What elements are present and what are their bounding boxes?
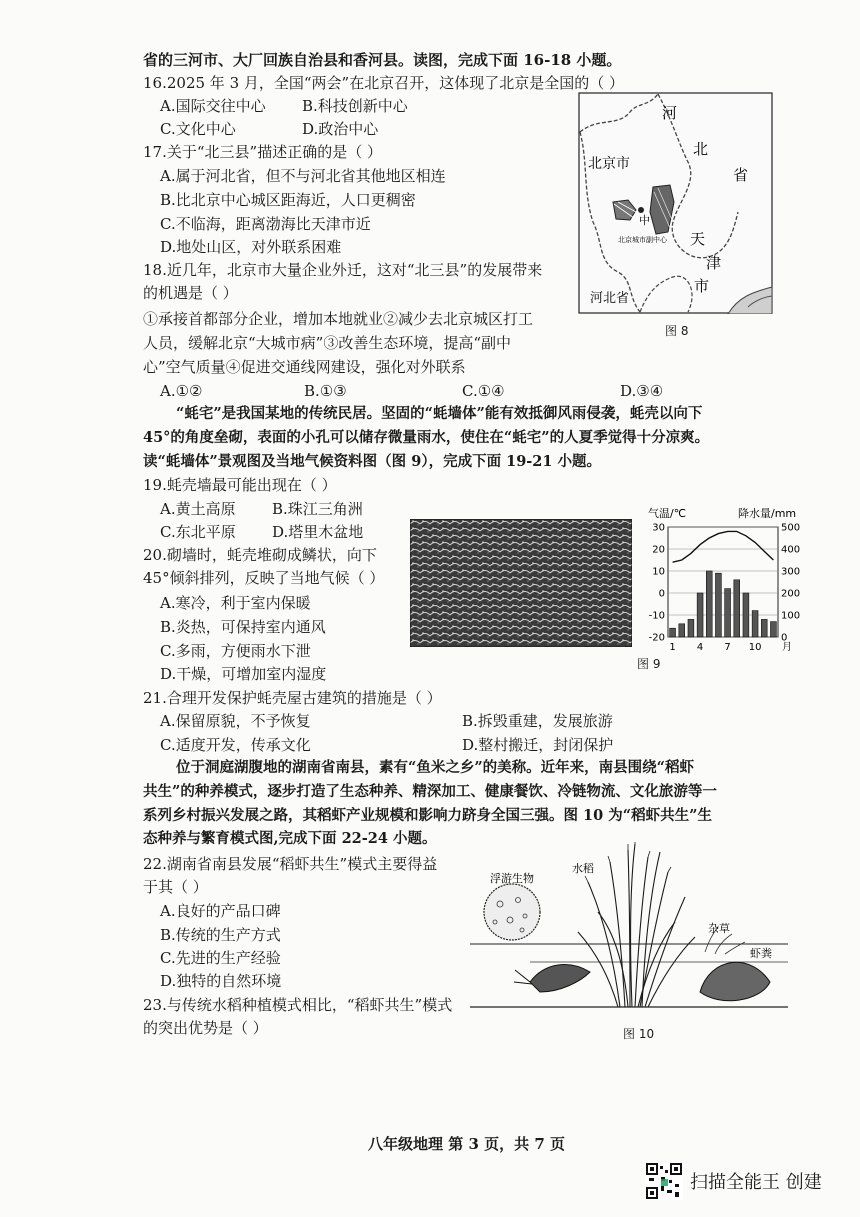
q21-option-d: D.整村搬迁，封闭保护 <box>462 736 614 754</box>
map-label-sheng: 省 <box>733 166 749 184</box>
q17-option-c: C.不临海，距离渤海比天津市近 <box>160 215 371 233</box>
q16-stem: 16.2025 年 3 月，全国“两会”在北京召开，这体现了北京是全国的（ ） <box>143 74 624 92</box>
label-shrimp-dung: 虾粪 <box>750 947 772 960</box>
figure-10-caption: 图 10 <box>623 1027 655 1041</box>
right-tick-label: 100 <box>781 610 801 622</box>
passage-3-line2: 共生”的种养模式，逐步打造了生态种养、精深加工、健康餐饮、冷链物流、文化旅游等一 <box>143 783 717 800</box>
temperature-line <box>673 531 774 562</box>
q20-stem-line1: 20.砌墙时，蚝壳堆砌成鳞状，向下 <box>143 546 377 564</box>
precipitation-bar <box>688 619 694 637</box>
q16-option-a: A.国际交往中心 <box>160 97 266 115</box>
right-tick-label: 0 <box>781 632 788 644</box>
map-label-hebei: 河北省 <box>590 291 630 306</box>
q19-option-d: D.塔里木盆地 <box>272 523 364 541</box>
map-label-shi: 市 <box>694 277 710 295</box>
q18-body-line1: ①承接首都部分企业，增加本地就业②减少去北京城区打工 <box>143 310 534 328</box>
map-label-bei: 北 <box>693 140 709 158</box>
map-label-zhong: 中 <box>639 214 650 227</box>
label-plankton: 浮游生物 <box>490 872 534 885</box>
q19-stem: 19.蚝壳墙最可能出现在（ ） <box>143 476 337 494</box>
right-tick-label: 500 <box>781 522 801 534</box>
q18-option-b: B.①③ <box>304 382 347 400</box>
q22-option-d: D.独特的自然环境 <box>160 972 282 990</box>
q17-option-b: B.比北京中心城区距海近，人口更稠密 <box>160 191 416 209</box>
q22-stem-line1: 22.湖南省南县发展“稻虾共生”模式主要得益 <box>143 855 438 873</box>
precipitation-bar <box>734 580 740 637</box>
left-tick-label: -20 <box>648 632 665 644</box>
map-label-he: 河 <box>662 104 678 122</box>
q20-option-d: D.干燥，可增加室内湿度 <box>160 665 327 683</box>
q16-option-b: B.科技创新中心 <box>302 97 408 115</box>
left-tick-label: 30 <box>652 522 665 534</box>
passage-2-line2: 45°的角度垒砌，表面的小孔可以储存微量雨水，使住在“蚝宅”的人夏季觉得十分凉爽。 <box>143 429 710 446</box>
climate-chart <box>638 505 806 657</box>
q20-option-b: B.炎热，可保持室内通风 <box>160 618 326 636</box>
map-label-subcenter: 北京城市副中心 <box>618 236 667 244</box>
precipitation-bar <box>725 589 731 637</box>
left-axis-title: 气温/℃ <box>648 507 687 520</box>
q17-option-a: A.属于河北省，但不与河北省其他地区相连 <box>160 167 446 185</box>
x-tick-label: 10 <box>748 642 762 653</box>
q22-option-a: A.良好的产品口碑 <box>160 902 281 920</box>
label-rice: 水稻 <box>572 862 594 875</box>
passage-2-line1: “蚝宅”是我国某地的传统民居。坚固的“蚝墙体”能有效抵御风雨侵袭，蚝壳以向下 <box>176 405 703 422</box>
left-tick-label: -10 <box>648 610 665 622</box>
passage-3-line4: 态种养与繁育模式图,完成下面 22-24 小题。 <box>143 830 437 847</box>
right-tick-label: 400 <box>781 544 801 556</box>
q22-option-b: B.传统的生产方式 <box>160 926 281 944</box>
label-weed: 杂草 <box>708 922 730 935</box>
figure-10-rice-shrimp-diagram <box>470 842 788 1020</box>
q18-option-d: D.③④ <box>620 382 664 400</box>
x-tick-label: 7 <box>724 642 731 653</box>
precipitation-bar <box>670 628 676 637</box>
x-tick-label: 月 <box>782 642 792 653</box>
q22-stem-line2: 于其（ ） <box>143 878 208 896</box>
intro-tail: 省的三河市、大厂回族自治县和香河县。读图，完成下面 16-18 小题。 <box>143 51 622 69</box>
q20-stem-line2: 45°倾斜排列，反映了当地气候（ ） <box>143 569 385 587</box>
right-tick-label: 200 <box>781 588 801 600</box>
q21-option-a: A.保留原貌，不予恢复 <box>160 712 311 730</box>
map-label-tian: 天 <box>690 230 706 248</box>
precipitation-bar <box>697 593 703 637</box>
map-label-beijing: 北京市 <box>588 156 630 172</box>
q19-option-a: A.黄土高原 <box>160 500 236 518</box>
precipitation-bar <box>743 593 749 637</box>
q16-option-c: C.文化中心 <box>160 120 236 138</box>
x-tick-label: 1 <box>669 642 676 653</box>
right-tick-label: 300 <box>781 566 801 578</box>
q23-stem-line1: 23.与传统水稻种植模式相比，“稻虾共生”模式 <box>143 996 453 1014</box>
q17-option-d: D.地处山区，对外联系困难 <box>160 238 342 256</box>
q18-stem-line1: 18.近几年，北京市大量企业外迁，这对“北三县”的发展带来 <box>143 261 543 279</box>
precipitation-bar <box>752 611 758 637</box>
map-label-jin: 津 <box>706 254 722 272</box>
precipitation-bar <box>761 619 767 637</box>
oyster-wall-photo <box>410 519 632 647</box>
precipitation-bar <box>706 571 712 637</box>
q18-stem-line2: 的机遇是（ ） <box>143 284 238 302</box>
q22-option-c: C.先进的生产经验 <box>160 949 281 967</box>
precipitation-bar <box>679 624 685 637</box>
q21-option-c: C.适度开发，传承文化 <box>160 736 311 754</box>
figure-8-caption: 图 8 <box>665 324 689 338</box>
passage-2-line3: 读“蚝墙体”景观图及当地气候资料图（图 9），完成下面 19-21 小题。 <box>143 453 602 470</box>
q19-option-b: B.珠江三角洲 <box>272 500 363 518</box>
q21-stem: 21.合理开发保护蚝壳屋古建筑的措施是（ ） <box>143 689 442 707</box>
q18-option-c: C.①④ <box>462 382 505 400</box>
x-tick-label: 4 <box>696 642 704 653</box>
left-tick-label: 0 <box>658 588 665 600</box>
figure-8-map <box>578 92 773 314</box>
watermark-text: 扫描全能王 创建 <box>690 1172 822 1193</box>
figure-9-caption: 图 9 <box>637 657 661 671</box>
q20-option-c: C.多雨，方便雨水下泄 <box>160 642 311 660</box>
left-tick-label: 20 <box>652 544 665 556</box>
qr-code-icon <box>645 1162 683 1200</box>
right-axis-title: 降水量/mm <box>738 507 797 520</box>
precipitation-bar <box>715 573 721 637</box>
q19-option-c: C.东北平原 <box>160 523 236 541</box>
q21-option-b: B.拆毁重建，发展旅游 <box>462 712 613 730</box>
precipitation-bar <box>770 622 776 637</box>
q18-option-a: A.①② <box>160 382 203 400</box>
left-tick-label: 10 <box>652 566 665 578</box>
q20-option-a: A.寒冷，利于室内保暖 <box>160 594 311 612</box>
passage-3-line3: 系列乡村振兴发展之路，其稻虾产业规模和影响力跻身全国三强。图 10 为“稻虾共生”生 <box>143 807 712 824</box>
q23-stem-line2: 的突出优势是（ ） <box>143 1019 268 1037</box>
passage-3-line1: 位于洞庭湖腹地的湖南省南县，素有“鱼米之乡”的美称。近年来，南县围绕“稻虾 <box>176 759 695 776</box>
q18-body-line3: 心”空气质量④促进交通线网建设，强化对外联系 <box>143 358 466 376</box>
q17-stem: 17.关于“北三县”描述正确的是（ ） <box>143 143 382 161</box>
q16-option-d: D.政治中心 <box>302 120 379 138</box>
q18-body-line2: 人员，缓解北京“大城市病”③改善生态环境，提高“副中 <box>143 334 512 352</box>
page-footer: 八年级地理 第 3 页，共 7 页 <box>368 1135 565 1153</box>
